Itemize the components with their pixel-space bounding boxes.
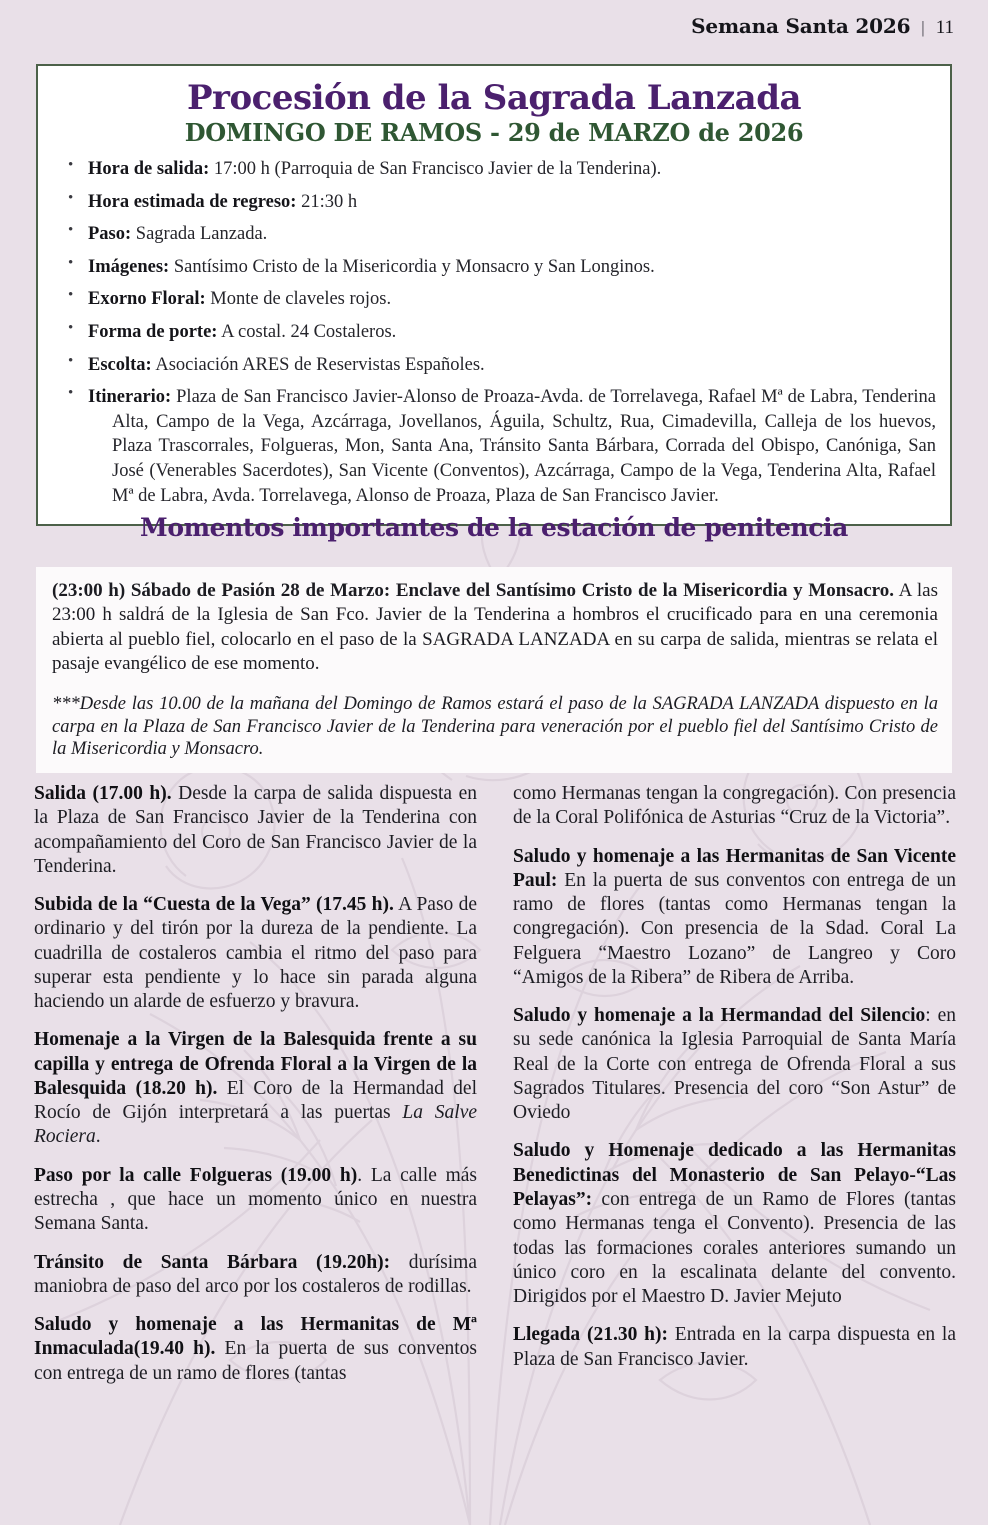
detail-value: Sagrada Lanzada. bbox=[135, 224, 268, 245]
detail-label: Imágenes: bbox=[88, 256, 170, 277]
detail-label: Hora de salida: bbox=[88, 158, 210, 179]
body-paragraph bbox=[513, 1004, 956, 1125]
paragraph-lead-in: Saludo y homenaje a las Hermanitas de Mª Inmaculada(19.40 h). bbox=[34, 1314, 477, 1360]
detail-value: Santísimo Cristo de la Misericordia y Monsacro y San Longinos. bbox=[173, 256, 655, 277]
list-item-itinerary bbox=[52, 385, 936, 508]
paragraph-lead-in: Tránsito de Santa Bárbara (19.20h): bbox=[34, 1251, 391, 1273]
list-item bbox=[52, 222, 936, 247]
procession-info-box bbox=[36, 64, 952, 526]
procession-date-subtitle: DOMINGO DE RAMOS - 29 de MARZO de 2026 bbox=[184, 118, 804, 148]
detail-value: Monte de claveles rojos. bbox=[210, 289, 392, 310]
list-item bbox=[52, 190, 936, 215]
body-paragraph bbox=[513, 1323, 956, 1372]
detail-label: Forma de porte: bbox=[88, 321, 218, 342]
paragraph-italic-title: La Salve Rociera bbox=[34, 1102, 477, 1148]
running-header bbox=[691, 14, 954, 39]
body-columns bbox=[34, 782, 956, 1386]
paragraph-lead-in: Paso por la calle Folgueras (19.00 h) bbox=[34, 1164, 358, 1186]
paragraph-text: En la puerta de sus conventos con entrega de un ramo de flores (tantas bbox=[34, 1338, 477, 1384]
callout-lead-rest: A las 23:00 h saldrá de la Iglesia de San Fco. Javier de la Tenderina a hombros el crucificado para en una ceremonia abierta al pueblo fiel, colocarlo en el paso de la SAGRADA LANZADA en su carpa de salida, mientras se relata el pasaje evangélico de ese momento. bbox=[52, 580, 939, 674]
paragraph-text: El Coro de la Hermandad del Rocío de Gijón interpretará a las puertas bbox=[34, 1077, 478, 1124]
list-item bbox=[52, 353, 936, 378]
detail-label: Escolta: bbox=[88, 354, 152, 375]
paragraph-lead-in: Llegada (21.30 h): bbox=[513, 1324, 668, 1346]
paragraph-text: . La calle más estrecha , que hace un momento único en nuestra Semana Santa. bbox=[34, 1164, 478, 1235]
body-paragraph bbox=[34, 893, 477, 1014]
paragraph-lead-in: Saludo y Homenaje dedicado a las Hermanitas Benedictinas del Monasterio de San Pelayo-“Las Pelayas”: bbox=[513, 1140, 956, 1210]
body-paragraph bbox=[34, 1313, 477, 1386]
callout-lead-bold: (23:00 h) Sábado de Pasión 28 de Marzo: Enclave del Santísimo Cristo de la Misericordia y Monsacro. bbox=[52, 580, 894, 601]
body-paragraph bbox=[34, 1028, 477, 1149]
callout-lead-paragraph bbox=[52, 579, 938, 676]
paragraph-lead-in: Salida (17.00 h). bbox=[34, 783, 172, 804]
paragraph-text: A Paso de ordinario y del tirón por la dureza de la pendiente. La cuadrilla de costaleros cambia el ritmo del paso para superar esta pendiente y lo hace sin parada alguna haciendo un alarde de esfuerzo y bravura. bbox=[34, 894, 477, 1013]
detail-value: Plaza de San Francisco Javier-Alonso de Proaza-Avda. de Torrelavega, Rafael Mª de Labra, Tenderina Alta, Campo de la Vega, Azcárraga, Jovellanos, Águila, Schultz, Rua, Cimadevilla, Calleja de los huevos, Plaza Trascorrales, Folgueras, Mon, Santa Ana, Tránsito Santa Bárbara, Corrada del Obispo, Canóniga, San José (Venerables Sacerdotes), San Vicente (Conventos), Azcárraga, Campo de la Vega, Tenderina Alta, Rafael Mª de Labra, Avda. Torrelavega, Alonso de Proaza, Plaza de San Francisco Javier. bbox=[112, 387, 937, 506]
right-column bbox=[513, 782, 956, 1386]
list-item bbox=[52, 157, 936, 182]
left-column bbox=[34, 782, 477, 1386]
highlight-callout bbox=[36, 567, 952, 773]
body-paragraph bbox=[34, 1251, 477, 1300]
procession-title: Procesión de la Sagrada Lanzada bbox=[186, 78, 802, 118]
paragraph-text: Desde la carpa de salida dispuesta en la Plaza de San Francisco Javier de la Tenderina con acompañamiento del Coro de San Francisco Javier de la Tenderina. bbox=[34, 783, 477, 877]
paragraph-text: Entrada en la carpa dispuesta en la Plaza de San Francisco Javier. bbox=[513, 1324, 957, 1370]
publication-title: Semana Santa 2026 bbox=[691, 14, 911, 38]
detail-value: Asociación ARES de Reservistas Españoles. bbox=[155, 354, 485, 375]
page-number: 11 bbox=[935, 17, 954, 38]
section-heading: Momentos importantes de la estación de penitencia bbox=[140, 513, 848, 542]
paragraph-lead-in: Saludo y homenaje a las Hermanitas de San Vicente Paul: bbox=[513, 845, 956, 891]
procession-details-list bbox=[52, 157, 936, 508]
list-item bbox=[52, 255, 936, 280]
list-item bbox=[52, 320, 936, 345]
body-paragraph bbox=[34, 782, 477, 879]
paragraph-text: con entrega de un Ramo de Flores (tantas como Hermanas tenga el Convento). Presencia de las todas las formaciones corales anteriores sumando un único coro en la escalinata delante del convento. Dirigidos por el Maestro D. Javier Mejuto bbox=[513, 1188, 956, 1308]
detail-value: A costal. 24 Costaleros. bbox=[221, 321, 397, 342]
detail-label: Exorno Floral: bbox=[88, 289, 206, 310]
paragraph-text: como Hermanas tengan la congregación). Con presencia de la Coral Polifónica de Asturias “Cruz de la Victoria”. bbox=[513, 783, 956, 829]
body-paragraph bbox=[513, 1139, 956, 1309]
paragraph-lead-in: Subida de la “Cuesta de la Vega” (17.45 h). bbox=[34, 894, 394, 916]
list-item bbox=[52, 287, 936, 312]
paragraph-text-end: . bbox=[95, 1126, 101, 1148]
callout-note-paragraph: ***Desde las 10.00 de la mañana del Domingo de Ramos estará el paso de la SAGRADA LANZADA dispuesto en la carpa en la Plaza de San Francisco Javier de la Tenderina para veneración por el pueblo fiel del Santísimo Cristo de la Misericordia y Monsacro. bbox=[52, 694, 938, 760]
detail-label: Itinerario: bbox=[88, 387, 172, 408]
body-paragraph bbox=[513, 845, 956, 991]
paragraph-text: durísima maniobra de paso del arco por los costaleros de rodillas. bbox=[34, 1251, 477, 1297]
detail-label: Paso: bbox=[88, 224, 132, 245]
paragraph-text: En la puerta de sus conventos con entrega de un ramo de flores (tantas como Hermanas tengan la congregación). Con presencia de la Sdad. Coral La Felguera “Maestro Lozano” de Langreo y Coro “Amigos de la Ribera” de Ribera de Arriba. bbox=[513, 869, 956, 988]
detail-value: 17:00 h (Parroquia de San Francisco Javier de la Tenderina). bbox=[213, 158, 662, 179]
paragraph-lead-in: Homenaje a la Virgen de la Balesquida frente a su capilla y entrega de Ofrenda Floral a la Virgen de la Balesquida (18.20 h). bbox=[34, 1029, 477, 1099]
body-paragraph bbox=[513, 782, 956, 831]
paragraph-text: : en su sede canónica la Iglesia Parroquial de Santa María Real de la Corte con entrega de Ofrenda Floral a sus Sagrados Titulares. Presencia del coro “Son Astur” de Oviedo bbox=[513, 1005, 956, 1124]
detail-value: 21:30 h bbox=[301, 191, 358, 212]
body-paragraph bbox=[34, 1164, 477, 1237]
paragraph-lead-in: Saludo y homenaje a la Hermandad del Silencio bbox=[513, 1005, 926, 1027]
header-separator: | bbox=[921, 18, 925, 37]
detail-label: Hora estimada de regreso: bbox=[88, 191, 297, 212]
